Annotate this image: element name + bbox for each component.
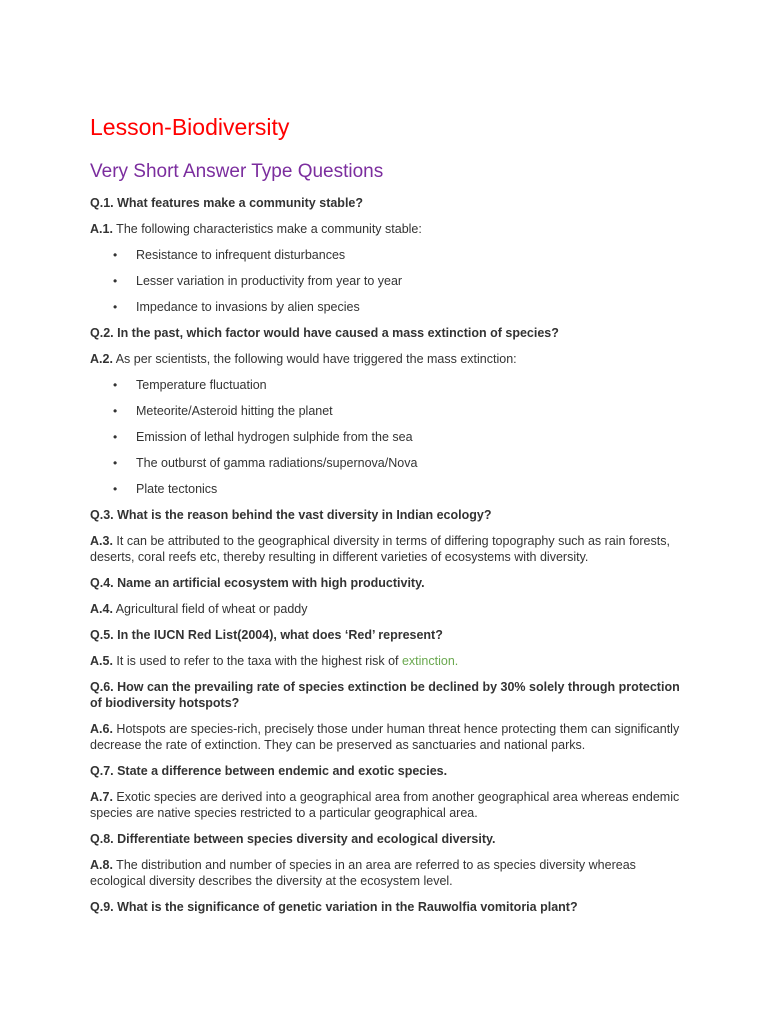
bullet-icon: •: [113, 404, 118, 418]
question-9: Q.9. What is the significance of genetic variation in the Rauwolfia vomitoria plant?: [90, 900, 578, 914]
list-item: [90, 377, 690, 393]
answer-text: It can be attributed to the geographical diversity in terms of differing topography such as rain forests, deserts, coral reefs etc, thereby resulting in different varieties of ecosystems with diversity.: [90, 534, 670, 564]
answer-1: [90, 221, 690, 237]
list-item-text: Emission of lethal hydrogen sulphide from the sea: [136, 430, 413, 444]
list-item: [90, 247, 690, 263]
answer-text: Agricultural field of wheat or paddy: [112, 602, 308, 616]
list-item-text: Impedance to invasions by alien species: [136, 300, 360, 314]
list-item: [90, 403, 690, 419]
list-item-text: Resistance to infrequent disturbances: [136, 248, 346, 262]
lesson-title: Lesson-Biodiversity: [90, 114, 290, 140]
answer-4: [90, 601, 690, 617]
answer-6: [90, 721, 690, 753]
bullet-icon: •: [113, 378, 118, 392]
answer-text: The following characteristics make a community stable:: [112, 222, 422, 236]
bullet-icon: •: [113, 456, 118, 470]
question-7: Q.7. State a difference between endemic and exotic species.: [90, 764, 448, 778]
answer-2: [90, 351, 690, 367]
section-heading: Very Short Answer Type Questions: [90, 161, 384, 182]
bullet-icon: •: [113, 248, 118, 262]
answer-8: [90, 857, 690, 889]
list-item-text: Temperature fluctuation: [136, 378, 267, 392]
question-2: Q.2. In the past, which factor would have caused a mass extinction of species?: [90, 326, 559, 340]
question-8: Q.8. Differentiate between species diversity and ecological diversity.: [90, 832, 496, 846]
list-item: [90, 299, 690, 315]
list-item: [90, 273, 690, 289]
question-4: Q.4. Name an artificial ecosystem with high productivity.: [90, 576, 425, 590]
answer-label: A.5.: [90, 654, 113, 668]
answer-3: [90, 533, 690, 565]
bullet-icon: •: [113, 430, 118, 444]
question-1: Q.1. What features make a community stable?: [90, 196, 363, 210]
answer-label: A.1.: [90, 222, 113, 236]
bullet-list-2: [90, 377, 690, 497]
list-item-text: The outburst of gamma radiations/supernova/Nova: [136, 456, 418, 470]
question-3: Q.3. What is the reason behind the vast diversity in Indian ecology?: [90, 508, 492, 522]
answer-text: The distribution and number of species in an area are referred to as species diversity whereas ecological diversity describes the diversity at the ecosystem level.: [90, 858, 636, 888]
list-item: [90, 455, 690, 471]
answer-text: Hotspots are species-rich, precisely those under human threat hence protecting them can significantly decrease the rate of extinction. They can be preserved as sanctuaries and national parks.: [90, 722, 680, 752]
answer-label: A.3.: [90, 534, 113, 548]
list-item: [90, 429, 690, 445]
answer-5: [90, 653, 690, 669]
question-5: Q.5. In the IUCN Red List(2004), what does ‘Red’ represent?: [90, 628, 443, 642]
answer-7: [90, 789, 690, 821]
list-item: [90, 481, 690, 497]
question-6: Q.6. How can the prevailing rate of species extinction be declined by 30% solely through protection of biodiversity hotspots?: [90, 680, 680, 710]
document-content: [90, 112, 690, 915]
extinction-link[interactable]: extinction.: [401, 654, 459, 668]
list-item-text: Lesser variation in productivity from year to year: [136, 274, 403, 288]
bullet-icon: •: [113, 274, 118, 288]
answer-label: A.2.: [90, 352, 113, 366]
answer-label: A.4.: [90, 602, 113, 616]
answer-text: It is used to refer to the taxa with the highest risk of: [112, 654, 402, 668]
answer-label: A.6.: [90, 722, 113, 736]
list-item-text: Meteorite/Asteroid hitting the planet: [136, 404, 333, 418]
answer-label: A.7.: [90, 790, 113, 804]
answer-text: Exotic species are derived into a geographical area from another geographical area whereas endemic species are native species restricted to a particular geographical area.: [90, 790, 680, 820]
list-item-text: Plate tectonics: [136, 482, 218, 496]
answer-text: As per scientists, the following would have triggered the mass extinction:: [112, 352, 517, 366]
bullet-icon: •: [113, 482, 118, 496]
answer-label: A.8.: [90, 858, 113, 872]
bullet-list-1: [90, 247, 690, 315]
bullet-icon: •: [113, 300, 118, 314]
